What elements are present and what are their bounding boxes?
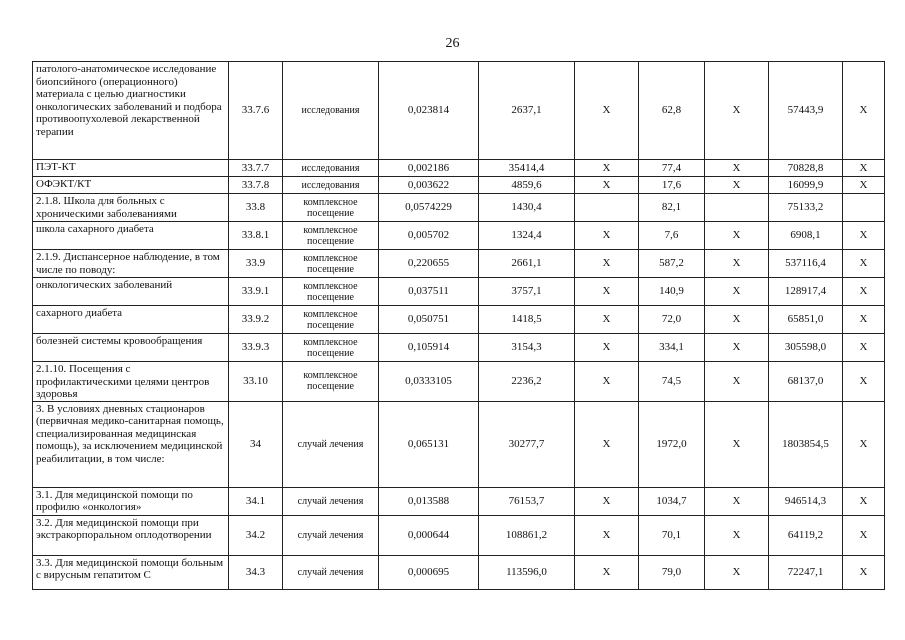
table-row (33, 160, 885, 177)
norm-cell: 0,000695 (379, 555, 479, 589)
cost-cell: 2236,2 (479, 362, 575, 402)
code-cell: 33.8 (229, 194, 283, 222)
cost-cell: 1324,4 (479, 222, 575, 250)
cost-cell: 1430,4 (479, 194, 575, 222)
per-capita-cell: 82,1 (639, 194, 705, 222)
table-row (33, 362, 885, 402)
norm-cell: 0,105914 (379, 334, 479, 362)
per-capita-cell: 79,0 (639, 555, 705, 589)
x-cell: X (575, 62, 639, 160)
x-cell: X (705, 222, 769, 250)
table-row (33, 555, 885, 589)
cost-cell: 2637,1 (479, 62, 575, 160)
cost-cell: 3154,3 (479, 334, 575, 362)
unit-cell: случай лечения (283, 401, 379, 487)
norm-cell: 0,220655 (379, 250, 479, 278)
total-cell: 65851,0 (769, 306, 843, 334)
cost-cell: 76153,7 (479, 487, 575, 515)
x-cell (705, 194, 769, 222)
x-cell: X (843, 515, 885, 555)
x-cell: X (843, 278, 885, 306)
per-capita-cell: 74,5 (639, 362, 705, 402)
norm-cell: 0,050751 (379, 306, 479, 334)
x-cell: X (705, 250, 769, 278)
code-cell: 33.9 (229, 250, 283, 278)
name-cell: 2.1.10. Посещения с профилактическими целями центров здоровья (33, 362, 229, 402)
code-cell: 33.9.3 (229, 334, 283, 362)
x-cell: X (843, 306, 885, 334)
code-cell: 34.1 (229, 487, 283, 515)
norm-cell: 0,000644 (379, 515, 479, 555)
x-cell: X (575, 306, 639, 334)
name-cell: 2.1.8. Школа для больных с хроническими заболеваниями (33, 194, 229, 222)
x-cell: X (705, 334, 769, 362)
x-cell (843, 194, 885, 222)
total-cell: 64119,2 (769, 515, 843, 555)
x-cell: X (575, 250, 639, 278)
per-capita-cell: 62,8 (639, 62, 705, 160)
unit-cell: комплексное посещение (283, 250, 379, 278)
x-cell: X (843, 487, 885, 515)
total-cell: 70828,8 (769, 160, 843, 177)
unit-cell: исследования (283, 177, 379, 194)
name-cell: 2.1.9. Диспансерное наблюдение, в том числе по поводу: (33, 250, 229, 278)
unit-cell: комплексное посещение (283, 222, 379, 250)
per-capita-cell: 334,1 (639, 334, 705, 362)
code-cell: 33.10 (229, 362, 283, 402)
unit-cell: комплексное посещение (283, 334, 379, 362)
per-capita-cell: 7,6 (639, 222, 705, 250)
per-capita-cell: 77,4 (639, 160, 705, 177)
table-row (33, 250, 885, 278)
table-row (33, 278, 885, 306)
x-cell: X (705, 401, 769, 487)
x-cell: X (575, 401, 639, 487)
per-capita-cell: 140,9 (639, 278, 705, 306)
x-cell: X (575, 362, 639, 402)
total-cell: 946514,3 (769, 487, 843, 515)
table-row (33, 401, 885, 487)
x-cell: X (705, 177, 769, 194)
unit-cell: случай лечения (283, 515, 379, 555)
code-cell: 33.7.8 (229, 177, 283, 194)
x-cell: X (843, 555, 885, 589)
name-cell: болезней системы кровообращения (33, 334, 229, 362)
per-capita-cell: 17,6 (639, 177, 705, 194)
name-cell: ОФЭКТ/КТ (33, 177, 229, 194)
cost-cell: 30277,7 (479, 401, 575, 487)
code-cell: 33.9.2 (229, 306, 283, 334)
cost-cell: 4859,6 (479, 177, 575, 194)
name-cell: сахарного диабета (33, 306, 229, 334)
name-cell: 3. В условиях дневных стационаров (первичная медико-санитарная помощь, специализированная медицинская помощь), за исключением медицинской реабилитации, в том числе: (33, 401, 229, 487)
name-cell: патолого-анатомическое исследование биопсийного (операционного) материала с целью диагностики онкологических заболеваний и подбора противоопухолевой лекарственной терапии (33, 62, 229, 160)
x-cell: X (575, 160, 639, 177)
norm-cell: 0,005702 (379, 222, 479, 250)
norm-cell: 0,0333105 (379, 362, 479, 402)
x-cell: X (843, 362, 885, 402)
x-cell: X (705, 160, 769, 177)
norm-cell: 0,023814 (379, 62, 479, 160)
x-cell: X (575, 487, 639, 515)
x-cell: X (575, 278, 639, 306)
cost-cell: 113596,0 (479, 555, 575, 589)
per-capita-cell: 1034,7 (639, 487, 705, 515)
total-cell: 75133,2 (769, 194, 843, 222)
x-cell: X (843, 160, 885, 177)
x-cell: X (575, 515, 639, 555)
x-cell: X (705, 515, 769, 555)
x-cell: X (843, 334, 885, 362)
x-cell: X (705, 555, 769, 589)
unit-cell: случай лечения (283, 487, 379, 515)
x-cell (575, 194, 639, 222)
total-cell: 57443,9 (769, 62, 843, 160)
norm-cell: 0,013588 (379, 487, 479, 515)
x-cell: X (705, 306, 769, 334)
cost-cell: 35414,4 (479, 160, 575, 177)
name-cell: 3.3. Для медицинской помощи больным с вирусным гепатитом С (33, 555, 229, 589)
x-cell: X (843, 177, 885, 194)
x-cell: X (843, 222, 885, 250)
total-cell: 68137,0 (769, 362, 843, 402)
unit-cell: исследования (283, 62, 379, 160)
total-cell: 537116,4 (769, 250, 843, 278)
name-cell: ПЭТ-КТ (33, 160, 229, 177)
table-row (33, 306, 885, 334)
code-cell: 33.9.1 (229, 278, 283, 306)
x-cell: X (575, 177, 639, 194)
per-capita-cell: 72,0 (639, 306, 705, 334)
table-row (33, 487, 885, 515)
x-cell: X (705, 62, 769, 160)
table-row (33, 334, 885, 362)
per-capita-cell: 1972,0 (639, 401, 705, 487)
norm-cell: 0,0574229 (379, 194, 479, 222)
x-cell: X (575, 222, 639, 250)
table-row (33, 62, 885, 160)
unit-cell: комплексное посещение (283, 278, 379, 306)
x-cell: X (843, 250, 885, 278)
x-cell: X (843, 62, 885, 160)
x-cell: X (575, 555, 639, 589)
name-cell: 3.1. Для медицинской помощи по профилю «онкология» (33, 487, 229, 515)
per-capita-cell: 587,2 (639, 250, 705, 278)
norm-cell: 0,003622 (379, 177, 479, 194)
code-cell: 33.7.7 (229, 160, 283, 177)
norm-cell: 0,037511 (379, 278, 479, 306)
x-cell: X (705, 487, 769, 515)
name-cell: школа сахарного диабета (33, 222, 229, 250)
unit-cell: случай лечения (283, 555, 379, 589)
name-cell: 3.2. Для медицинской помощи при экстракорпоральном оплодотворении (33, 515, 229, 555)
table-row (33, 222, 885, 250)
x-cell: X (705, 278, 769, 306)
table-body (33, 62, 885, 590)
cost-cell: 3757,1 (479, 278, 575, 306)
per-capita-cell: 70,1 (639, 515, 705, 555)
cost-cell: 108861,2 (479, 515, 575, 555)
norm-cell: 0,002186 (379, 160, 479, 177)
unit-cell: исследования (283, 160, 379, 177)
total-cell: 128917,4 (769, 278, 843, 306)
page-number: 26 (445, 36, 460, 51)
name-cell: онкологических заболеваний (33, 278, 229, 306)
code-cell: 34.3 (229, 555, 283, 589)
x-cell: X (843, 401, 885, 487)
table-row (33, 177, 885, 194)
unit-cell: комплексное посещение (283, 362, 379, 402)
code-cell: 34.2 (229, 515, 283, 555)
code-cell: 33.7.6 (229, 62, 283, 160)
total-cell: 6908,1 (769, 222, 843, 250)
table-row (33, 194, 885, 222)
norm-cell: 0,065131 (379, 401, 479, 487)
code-cell: 33.8.1 (229, 222, 283, 250)
table-row (33, 515, 885, 555)
norms-table (32, 61, 885, 590)
total-cell: 72247,1 (769, 555, 843, 589)
x-cell: X (705, 362, 769, 402)
total-cell: 305598,0 (769, 334, 843, 362)
cost-cell: 1418,5 (479, 306, 575, 334)
unit-cell: комплексное посещение (283, 194, 379, 222)
total-cell: 1803854,5 (769, 401, 843, 487)
total-cell: 16099,9 (769, 177, 843, 194)
cost-cell: 2661,1 (479, 250, 575, 278)
x-cell: X (575, 334, 639, 362)
code-cell: 34 (229, 401, 283, 487)
unit-cell: комплексное посещение (283, 306, 379, 334)
